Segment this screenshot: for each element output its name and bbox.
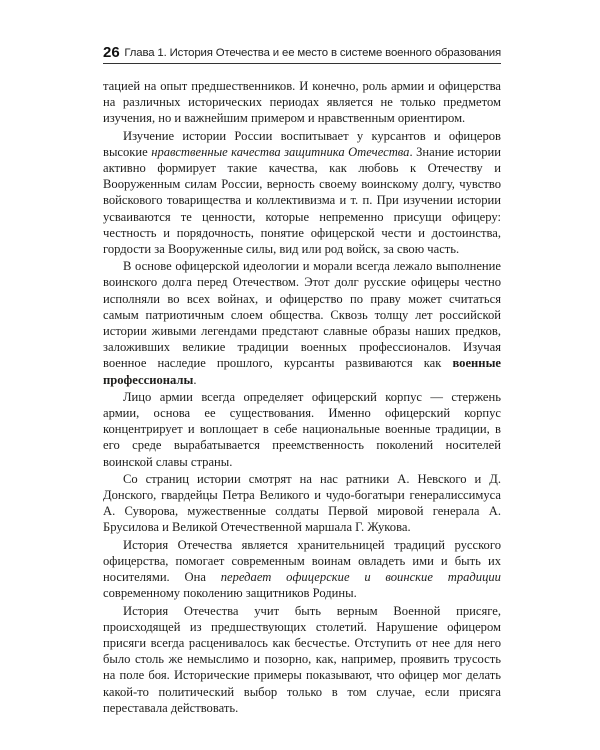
paragraph: История Отечества является хранительницей традиций русского офицерства, помогает современным воинам овладеть ими и быть их носителями. Она передает офицерские и воинские традиции современному поколению защитников Родины.: [103, 537, 501, 601]
italic-emphasis: нравственные качества защитника Отечества: [151, 144, 410, 159]
page-number: 26: [103, 44, 120, 61]
running-header: [103, 42, 501, 64]
italic-emphasis: передает офицерские и воинские традиции: [220, 570, 501, 585]
paragraph: История Отечества учит быть верным Военной присяге, происходящей из предшествующих столетий. Нарушение офицером присяги всегда расценивалось как бесчестье. Отступить от нее для него было столь же немыслимо и позорно, как, например, проявить трусость на поле боя. Исторические примеры показывают, что офицер мог делать какой-то политический выбор только в том случае, если присяга переставала действовать.: [103, 603, 501, 715]
paragraph: Лицо армии всегда определяет офицерский корпус — стержень армии, основа ее существования. Именно офицерский корпус концентрирует и воплощает в себе национальные военные традиции, в его среде вырабатывается преемственность поколений носителей воинской славы страны.: [103, 389, 501, 469]
paragraph: Изучение истории России воспитывает у курсантов и офицеров высокие нравственные качества защитника Отечества. Знание истории активно формирует такие качества, как любовь к Отечеству и Вооруженным силам России, верность своему воинскому долгу, чувство войскового товарищества и коллективизма и т. п. При изучении истории усваиваются те ценности, которые непременно присущи офицеру: честность и порядочность, понятие офицерской чести и достоинства, гордости за Вооруженные силы, вид или род войск, за свою часть.: [103, 128, 501, 257]
paragraph: В основе офицерской идеологии и морали всегда лежало выполнение воинского долга перед Отечеством. Этот долг русские офицеры честно исполняли во всех войнах, и офицерство по праву может считаться самым патриотичным слоем общества. Сквозь толщу лет российской истории живыми легендами предстают славные образы наших предков, заложивших великие традиции военных профессионалов. Изучая военное наследие прошлого, курсанты развиваются как военные профессионалы.: [103, 259, 501, 387]
paragraph: Со страниц истории смотрят на нас ратники А. Невского и Д. Донского, гвардейцы Петра Великого и чудо-богатыри генералиссимуса А. Суворова, мужественные солдаты Первой мировой генерала А. Брусилова и Великой Отечественной маршала Г. Жукова.: [103, 471, 501, 535]
chapter-title: Глава 1. История Отечества и ее место в системе военного образования: [124, 47, 501, 59]
paragraph: тацией на опыт предшественников. И конечно, роль армии и офицерства на различных исторических периодах является не только предметом изучения, но и важнейшим примером и нравственным ориентиром.: [103, 79, 501, 126]
bold-emphasis: военные профессионалы: [103, 356, 501, 387]
body-text: [103, 78, 501, 717]
